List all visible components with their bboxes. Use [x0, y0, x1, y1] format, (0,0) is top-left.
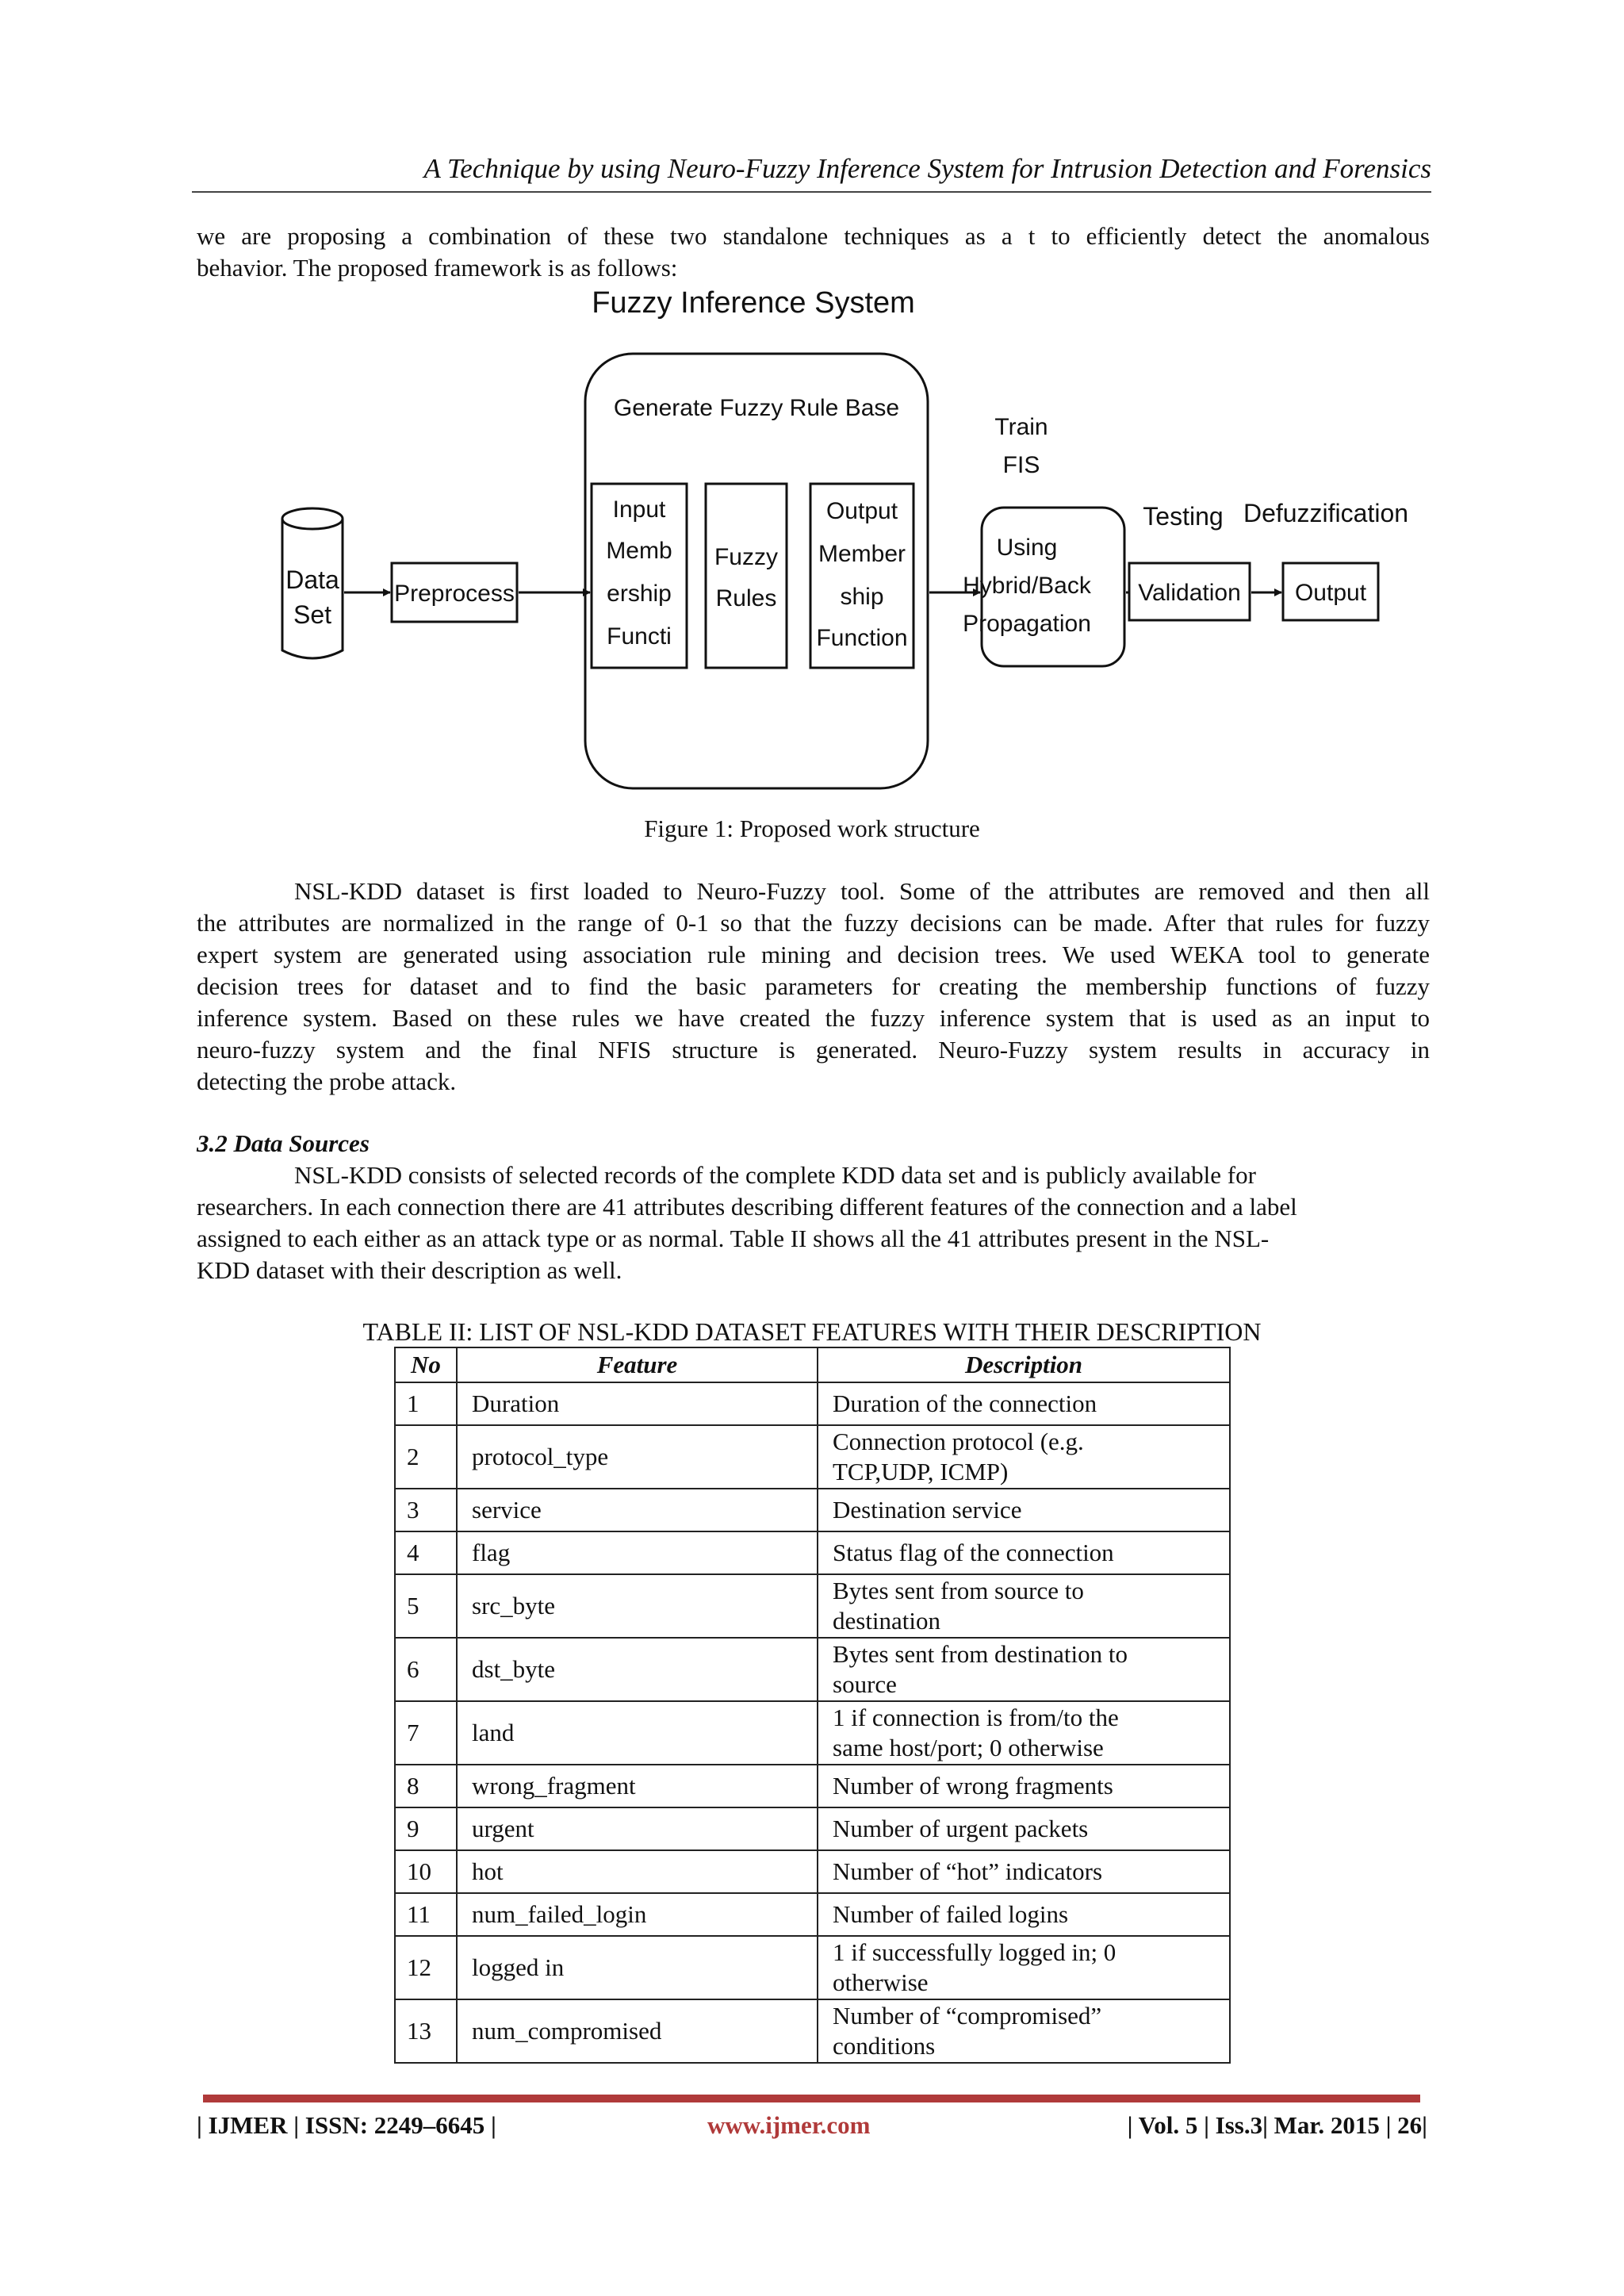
- output-membership-line4: Function: [816, 625, 908, 651]
- row-no: 3: [395, 1489, 457, 1531]
- row-description: [818, 1489, 1230, 1531]
- row-description: [818, 1765, 1230, 1807]
- description-line: source: [833, 1670, 897, 1698]
- description-line: otherwise: [833, 1968, 929, 1996]
- testing-label: Testing: [1143, 502, 1224, 531]
- row-no: 12: [395, 1936, 457, 1999]
- row-description: [818, 1893, 1230, 1936]
- row-no: 1: [395, 1382, 457, 1425]
- row-no: 2: [395, 1425, 457, 1489]
- table-row: [395, 1999, 1230, 2063]
- dataset-label-line2: Set: [293, 600, 332, 629]
- description-line: 1 if successfully logged in; 0: [833, 1938, 1116, 1966]
- table-row: [395, 1936, 1230, 1999]
- paragraph-line: expert system are generated using association rule mining and decision trees. We used WEKA tool to generate: [197, 941, 1430, 968]
- row-feature: urgent: [457, 1807, 818, 1850]
- row-no: 6: [395, 1638, 457, 1701]
- row-description: [818, 1999, 1230, 2063]
- row-feature: Duration: [457, 1382, 818, 1425]
- table-row: [395, 1765, 1230, 1807]
- row-feature: src_byte: [457, 1574, 818, 1638]
- description-line: TCP,UDP, ICMP): [833, 1458, 1009, 1485]
- body-paragraph: [197, 876, 1430, 1098]
- footer-journal-issn: | IJMER | ISSN: 2249–6645 |: [197, 2111, 496, 2139]
- row-feature: hot: [457, 1850, 818, 1893]
- row-description: [818, 1574, 1230, 1638]
- row-feature: logged in: [457, 1936, 818, 1999]
- paragraph-line: assigned to each either as an attack type or as normal. Table II shows all the 41 attributes present in the NSL-: [197, 1225, 1270, 1252]
- description-line: Duration of the connection: [833, 1389, 1097, 1417]
- row-description: [818, 1531, 1230, 1574]
- row-no: 8: [395, 1765, 457, 1807]
- row-description: [818, 1425, 1230, 1489]
- output-membership-line2: Member: [818, 541, 906, 567]
- table-row: [395, 1531, 1230, 1574]
- row-no: 4: [395, 1531, 457, 1574]
- description-line: Bytes sent from destination to: [833, 1640, 1128, 1668]
- fuzzy-rules-box: [706, 484, 787, 668]
- row-feature: flag: [457, 1531, 818, 1574]
- row-feature: land: [457, 1701, 818, 1765]
- table-row: [395, 1638, 1230, 1701]
- train-label-line2: FIS: [1002, 452, 1040, 478]
- table-row: [395, 1850, 1230, 1893]
- features-table: [394, 1347, 1231, 2064]
- header-description: Description: [818, 1347, 1230, 1382]
- figure-diagram: [270, 287, 1411, 803]
- header-rule: [192, 191, 1431, 193]
- row-no: 13: [395, 1999, 457, 2063]
- dataset-label-line1: Data: [285, 565, 339, 594]
- running-header: A Technique by using Neuro-Fuzzy Inference System for Intrusion Detection and Forensics: [423, 153, 1431, 184]
- train-label-line1: Train: [994, 414, 1048, 440]
- paragraph-line: decision trees for dataset and to find the basic parameters for creating the membership functions of fuzzy: [197, 972, 1430, 1000]
- section-heading: 3.2 Data Sources: [197, 1129, 370, 1157]
- description-line: Number of “hot” indicators: [833, 1857, 1103, 1885]
- description-line: Number of wrong fragments: [833, 1772, 1113, 1800]
- description-line: Connection protocol (e.g.: [833, 1428, 1084, 1455]
- table-row: [395, 1425, 1230, 1489]
- preprocess-label: Preprocess: [394, 581, 515, 607]
- row-feature: dst_byte: [457, 1638, 818, 1701]
- description-line: Number of failed logins: [833, 1900, 1069, 1928]
- table-row: [395, 1701, 1230, 1765]
- input-membership-line2: Memb: [606, 538, 672, 564]
- input-membership-line3: ership: [607, 581, 672, 607]
- paragraph-line: neuro-fuzzy system and the final NFIS structure is generated. Neuro-Fuzzy system results in accuracy in: [197, 1036, 1430, 1064]
- row-no: 7: [395, 1701, 457, 1765]
- validation-label: Validation: [1138, 580, 1241, 606]
- dataset-cylinder: [282, 508, 343, 658]
- input-membership-line4: Functi: [607, 623, 672, 650]
- intro-line: behavior. The proposed framework is as follows:: [197, 254, 678, 282]
- paragraph-line: NSL-KDD dataset is first loaded to Neuro-Fuzzy tool. Some of the attributes are removed and then all: [294, 877, 1430, 905]
- row-description: [818, 1382, 1230, 1425]
- defuzzification-label: Defuzzification: [1243, 499, 1409, 527]
- description-line: 1 if connection is from/to the: [833, 1704, 1119, 1731]
- table-header-row: [395, 1347, 1230, 1382]
- footer-volume-page: | Vol. 5 | Iss.3| Mar. 2015 | 26|: [1127, 2111, 1427, 2139]
- row-description: [818, 1850, 1230, 1893]
- output-label: Output: [1294, 580, 1367, 606]
- fuzzy-rules-line2: Rules: [715, 585, 777, 611]
- fuzzy-rules-line1: Fuzzy: [714, 544, 779, 570]
- row-no: 9: [395, 1807, 457, 1850]
- output-membership-line1: Output: [825, 498, 898, 524]
- description-line: conditions: [833, 2032, 936, 2060]
- paragraph-line: detecting the probe attack.: [197, 1068, 457, 1095]
- row-feature: service: [457, 1489, 818, 1531]
- description-line: same host/port; 0 otherwise: [833, 1734, 1104, 1761]
- header-no: No: [395, 1347, 457, 1382]
- footer-rule: [203, 2095, 1420, 2102]
- table-row: [395, 1382, 1230, 1425]
- description-line: Bytes sent from source to: [833, 1577, 1084, 1604]
- rule-base-label: Generate Fuzzy Rule Base: [613, 395, 900, 421]
- row-no: 5: [395, 1574, 457, 1638]
- table-title: TABLE II: LIST OF NSL-KDD DATASET FEATURES WITH THEIR DESCRIPTION: [362, 1317, 1262, 1346]
- data-sources-paragraph: [197, 1159, 1430, 1286]
- row-no: 10: [395, 1850, 457, 1893]
- table-row: [395, 1574, 1230, 1638]
- description-line: Number of “compromised”: [833, 2002, 1102, 2030]
- row-description: [818, 1638, 1230, 1701]
- table-row: [395, 1893, 1230, 1936]
- paragraph-line: inference system. Based on these rules we have created the fuzzy inference system that is used as an input to: [197, 1004, 1430, 1032]
- row-feature: num_compromised: [457, 1999, 818, 2063]
- intro-paragraph: [197, 220, 1430, 284]
- row-description: [818, 1807, 1230, 1850]
- row-feature: protocol_type: [457, 1425, 818, 1489]
- header-feature: Feature: [457, 1347, 818, 1382]
- row-description: [818, 1936, 1230, 1999]
- paragraph-line: researchers. In each connection there are 41 attributes describing different features of the connection and a label: [197, 1193, 1297, 1221]
- row-feature: num_failed_login: [457, 1893, 818, 1936]
- figure-title: Fuzzy Inference System: [592, 287, 915, 320]
- paragraph-line: the attributes are normalized in the range of 0-1 so that the fuzzy decisions can be made. After that rules for fuzzy: [197, 909, 1430, 937]
- training-line1: Using: [996, 535, 1058, 561]
- intro-line: we are proposing a combination of these two standalone techniques as a t to efficiently detect the anomalous: [197, 222, 1430, 250]
- table-row: [395, 1807, 1230, 1850]
- description-line: Destination service: [833, 1496, 1022, 1524]
- table-row: [395, 1489, 1230, 1531]
- row-feature: wrong_fragment: [457, 1765, 818, 1807]
- paragraph-line: KDD dataset with their description as well.: [197, 1256, 622, 1284]
- paragraph-line: NSL-KDD consists of selected records of the complete KDD data set and is publicly available for: [294, 1161, 1256, 1189]
- figure-caption: Figure 1: Proposed work structure: [644, 815, 980, 842]
- figure-proposed-work-structure: [270, 287, 1411, 803]
- description-line: Status flag of the connection: [833, 1539, 1114, 1566]
- row-description: [818, 1701, 1230, 1765]
- input-membership-line1: Input: [612, 496, 666, 523]
- description-line: Number of urgent packets: [833, 1815, 1089, 1842]
- footer-website-link[interactable]: www.ijmer.com: [707, 2111, 871, 2139]
- description-line: destination: [833, 1607, 941, 1635]
- row-no: 11: [395, 1893, 457, 1936]
- training-line3: Propagation: [963, 611, 1091, 637]
- training-line2: Hybrid/Back: [963, 573, 1091, 599]
- output-membership-line3: ship: [840, 584, 884, 610]
